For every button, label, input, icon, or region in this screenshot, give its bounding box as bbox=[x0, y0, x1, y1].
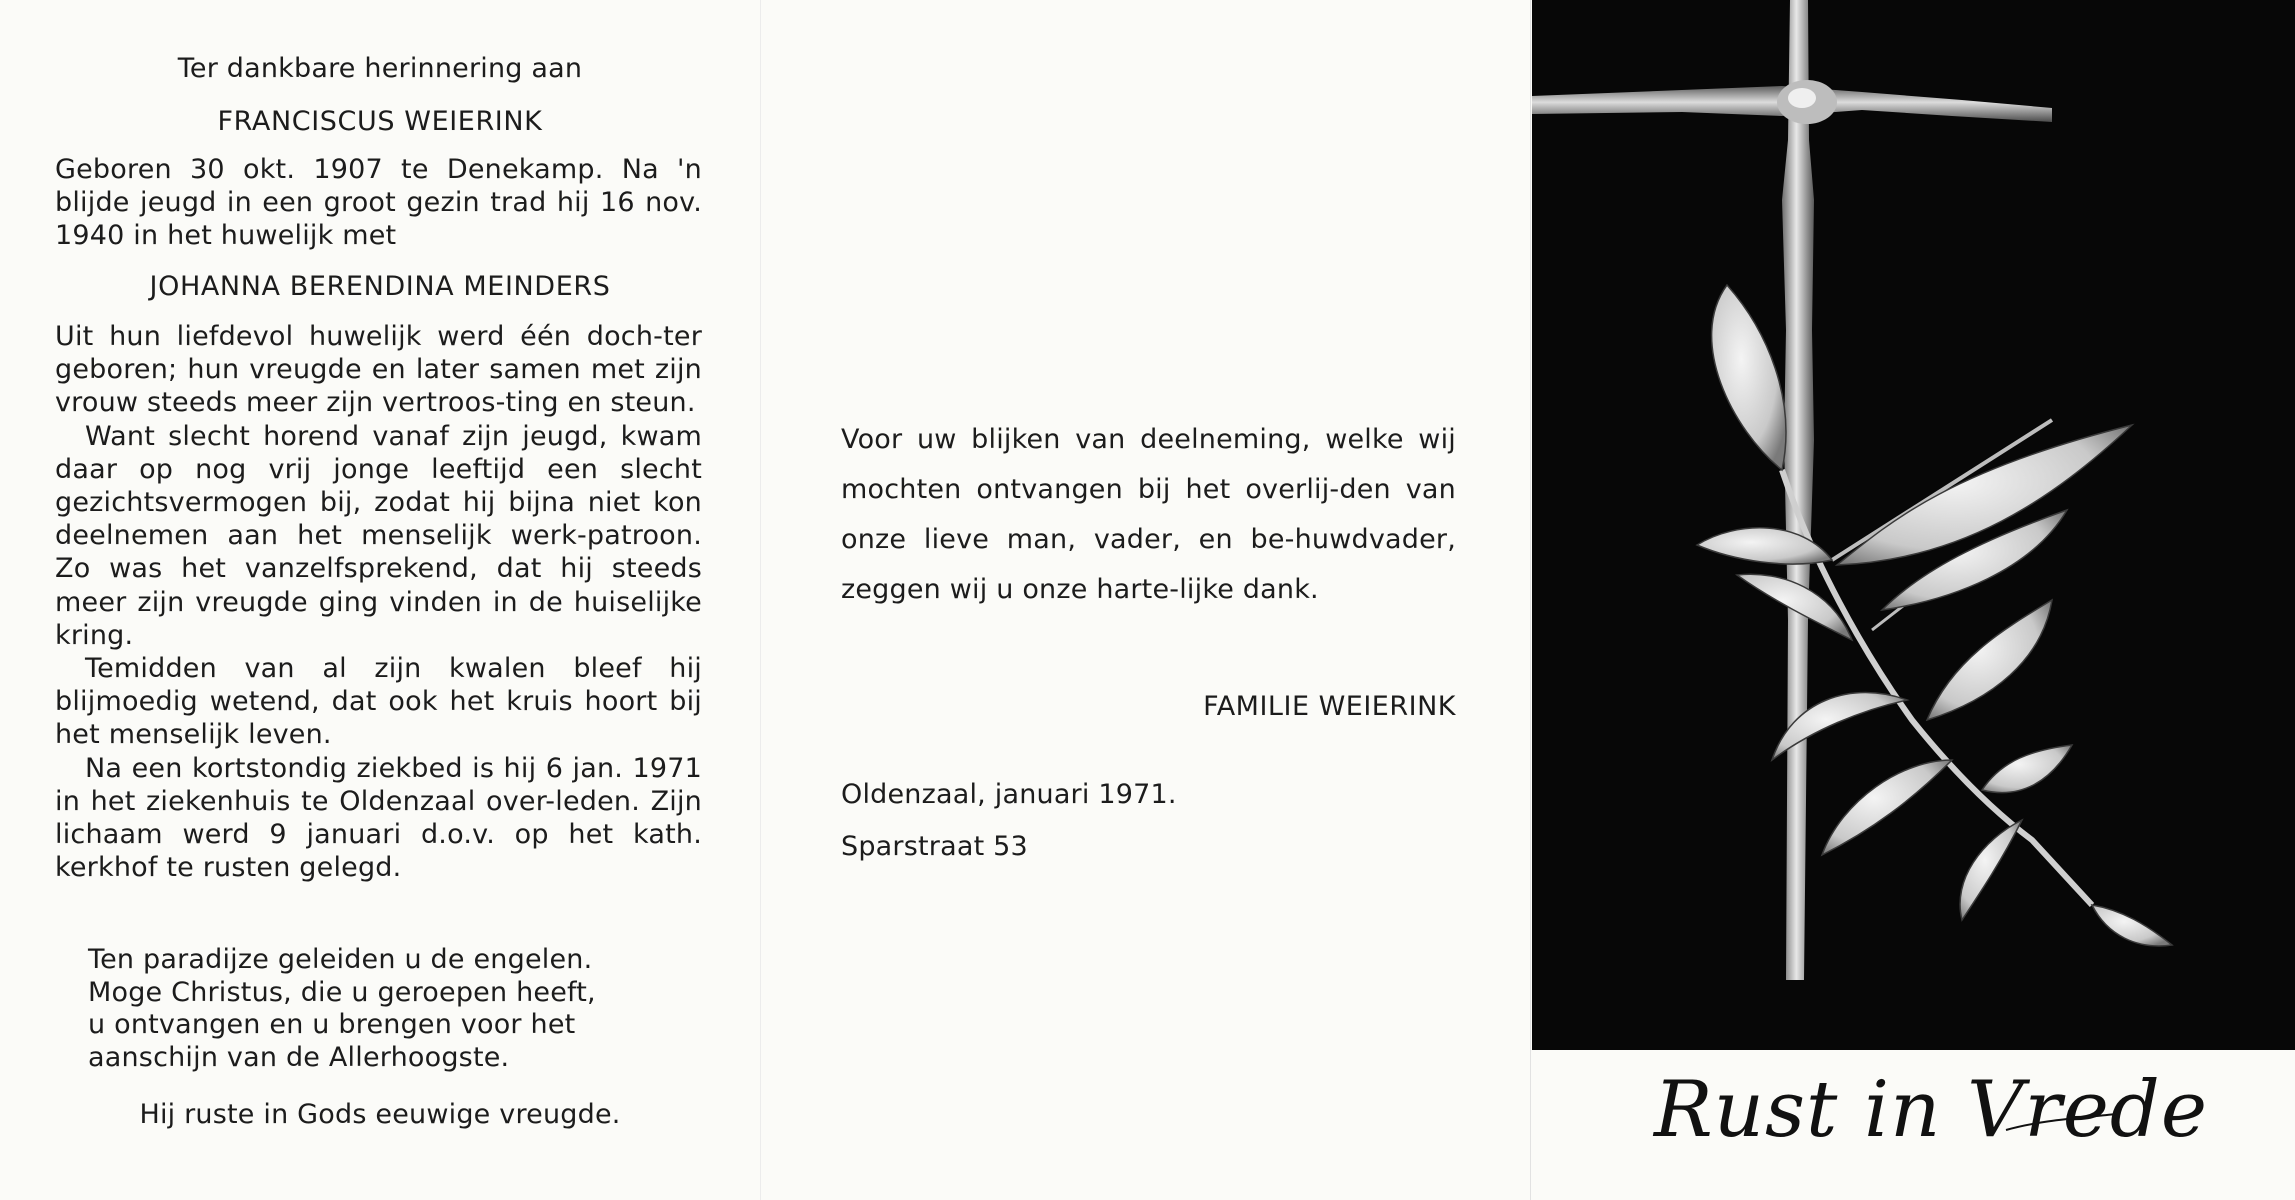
prayer-line: Moge Christus, die u geroepen heeft, bbox=[88, 976, 596, 1008]
prayer bbox=[88, 944, 708, 1074]
address: Sparstraat 53 bbox=[841, 831, 1028, 862]
bio-paragraph-1: Uit hun liefdevol huwelijk werd één doch-ter geboren; hun vreugde en later samen met zijn vrouw steeds meer zijn vertroos-ting en steun. bbox=[55, 321, 702, 419]
bio-paragraph-4: Na een kortstondig ziekbed is hij 6 jan. 1971 in het ziekenhuis te Oldenzaal over-leden. Zijn lichaam werd 9 januari d.o.v. op het kath. kerkhof te rusten gelegd. bbox=[55, 752, 702, 884]
birth-paragraph: Geboren 30 okt. 1907 te Denekamp. Na 'n blijde jeugd in een groot gezin trad hij 16 nov. 1940 in het huwelijk met bbox=[55, 154, 702, 252]
leaf bbox=[1712, 285, 1786, 470]
thanks-paragraph: Voor uw blijken van deelneming, welke wij mochten ontvangen bij het overlij-den van onze lieve man, vader, en be-huwdvader, zeggen wij u onze harte-lijke dank. bbox=[841, 424, 1456, 605]
cross-leaves-illustration bbox=[1532, 0, 2295, 1050]
biography bbox=[55, 320, 702, 884]
deceased-name: FRANCISCUS WEIERINK bbox=[217, 106, 543, 137]
family-signature: FAMILIE WEIERINK bbox=[1203, 691, 1456, 722]
leaf bbox=[1982, 745, 2072, 793]
place-date: Oldenzaal, januari 1971. bbox=[841, 779, 1177, 810]
closing-line: Hij ruste in Gods eeuwige vreugde. bbox=[139, 1099, 621, 1130]
prayer-line: aanschijn van de Allerhoogste. bbox=[88, 1041, 510, 1073]
leaf bbox=[2092, 905, 2172, 946]
leaf bbox=[1960, 820, 2022, 920]
bio-paragraph-2: Want slecht horend vanaf zijn jeugd, kwam daar op nog vrij jonge leeftijd een slecht gezichtsvermogen bij, zodat hij bijna niet kon deelnemen aan het menselijk werk-patroon. Zo was het vanzelfsprekend, dat hij steeds meer zijn vreugde ging vinden in de huiselijke kring. bbox=[55, 420, 702, 651]
leaf bbox=[1697, 528, 1832, 564]
caption-rust-in-vrede: Rust in Vrede bbox=[1654, 1065, 2208, 1155]
middle-panel bbox=[760, 0, 1531, 1200]
left-panel bbox=[0, 0, 760, 1200]
intro-text: Ter dankbare herinnering aan bbox=[177, 53, 583, 84]
leaf bbox=[1927, 600, 2052, 720]
right-panel bbox=[1530, 0, 2295, 1200]
spouse-name: JOHANNA BERENDINA MEINDERS bbox=[149, 271, 611, 302]
bio-paragraph-3: Temidden van al zijn kwalen bleef hij blijmoedig wetend, dat ook het kruis hoort bij het menselijk leven. bbox=[55, 653, 702, 751]
cross-with-leaves-photo bbox=[1532, 0, 2295, 1050]
prayer-line: u ontvangen en u brengen voor het bbox=[88, 1009, 576, 1040]
caption-flourish bbox=[2001, 1110, 2121, 1140]
leaf bbox=[1822, 760, 1952, 855]
prayer-line: Ten paradijze geleiden u de engelen. bbox=[88, 944, 593, 975]
